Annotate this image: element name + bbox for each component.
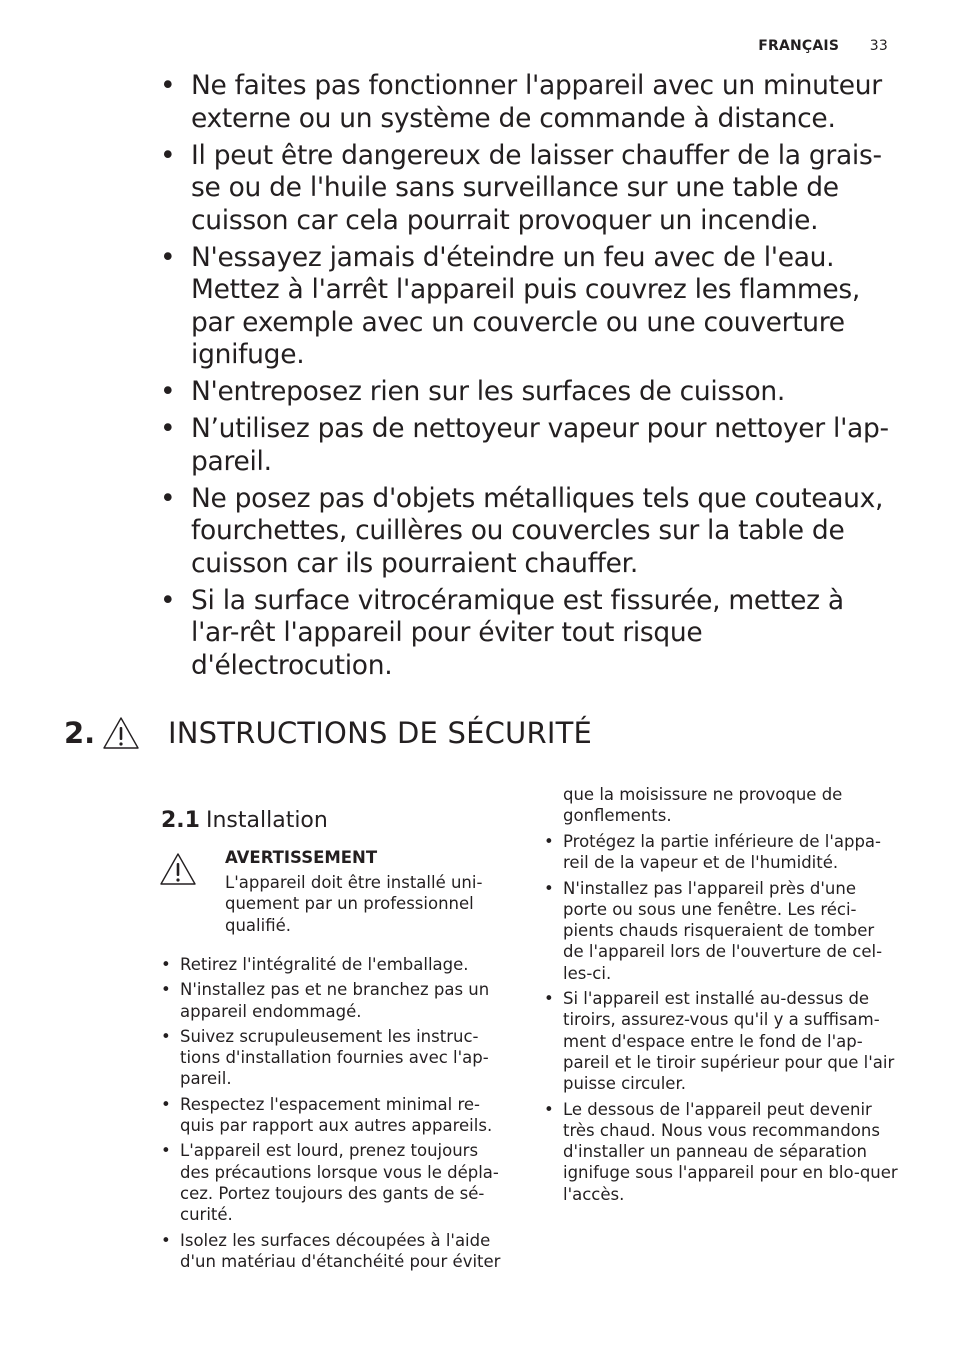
list-item: • N'installez pas et ne branchez pas un appareil endommagé. (160, 979, 506, 1022)
page-header (758, 38, 888, 54)
list-item: • N’utilisez pas de nettoyeur vapeur pour nettoyer l'ap-pareil. (160, 413, 900, 478)
list-item: • Ne posez pas d'objets métalliques tels que couteaux, fourchettes, cuillères ou couvercles sur la table de cuisson car ils pourraient chauffer. (160, 483, 900, 581)
intro-bullet-list (160, 70, 900, 687)
list-item: • Si la surface vitrocéramique est fissurée, mettez à l'ar-rêt l'appareil pour éviter tout risque d'électrocution. (160, 585, 900, 683)
warning-title: AVERTISSEMENT (225, 848, 378, 867)
language-label: FRANÇAIS (758, 38, 840, 54)
list-item: • Le dessous de l'appareil peut devenir très chaud. Nous vous recommandons d'installer un panneau de séparation ignifuge sous l'appareil pour en blo-quer l'accès. (543, 1099, 899, 1205)
list-item: • Il peut être dangereux de laisser chauffer de la grais-se ou de l'huile sans surveillance sur une table de cuisson car cela pourrait provoquer un incendie. (160, 140, 900, 238)
subsection-heading (161, 808, 328, 833)
list-item: • Protégez la partie inférieure de l'appa-reil de la vapeur et de l'humidité. (543, 831, 899, 874)
list-item: • Retirez l'intégralité de l'emballage. (160, 954, 506, 975)
right-bullet-list (543, 831, 899, 1209)
page-number: 33 (869, 38, 888, 54)
list-item: • Isolez les surfaces découpées à l'aide d'un matériau d'étanchéité pour éviter (160, 1230, 506, 1273)
list-item: • L'appareil est lourd, prenez toujours des précautions lorsque vous le dépla-cez. Portez toujours des gants de sé-curité. (160, 1140, 506, 1225)
list-item: • Suivez scrupuleusement les instruc-tions d'installation fournies avec l'ap-pareil. (160, 1026, 506, 1090)
left-bullet-list (160, 954, 506, 1276)
list-item: • N'installez pas l'appareil près d'une porte ou sous une fenêtre. Les réci-pients chauds risqueraient de tomber de l'appareil lors de l'ouverture de cel-les-ci. (543, 878, 899, 984)
section-title: INSTRUCTIONS DE SÉCURITÉ (168, 716, 593, 750)
warning-triangle-icon (159, 852, 197, 886)
warning-triangle-icon (102, 716, 140, 750)
list-item: • Respectez l'espacement minimal re-quis par rapport aux autres appareils. (160, 1094, 506, 1137)
list-item: • N'essayez jamais d'éteindre un feu avec de l'eau. Mettez à l'arrêt l'appareil puis couvrez les flammes, par exemple avec un couvercle ou une couverture ignifuge. (160, 242, 900, 372)
warning-text: L'appareil doit être installé uni-quement par un professionnel qualifié. (225, 873, 483, 935)
section-number: 2. (64, 716, 96, 750)
list-item: • Ne faites pas fonctionner l'appareil avec un minuteur externe ou un système de commande à distance. (160, 70, 900, 135)
subsection-number: 2.1 (161, 808, 200, 833)
list-item: • Si l'appareil est installé au-dessus de tiroirs, assurez-vous qu'il y a suffisam-ment d'espace entre le fond de l'ap-pareil et le tiroir supérieur pour que l'air puisse circuler. (543, 988, 899, 1094)
subsection-title: Installation (205, 808, 328, 833)
continued-text: que la moisissure ne provoque de gonflements. (563, 785, 843, 826)
section-heading (64, 712, 884, 760)
list-item: • N'entreposez rien sur les surfaces de cuisson. (160, 376, 900, 409)
